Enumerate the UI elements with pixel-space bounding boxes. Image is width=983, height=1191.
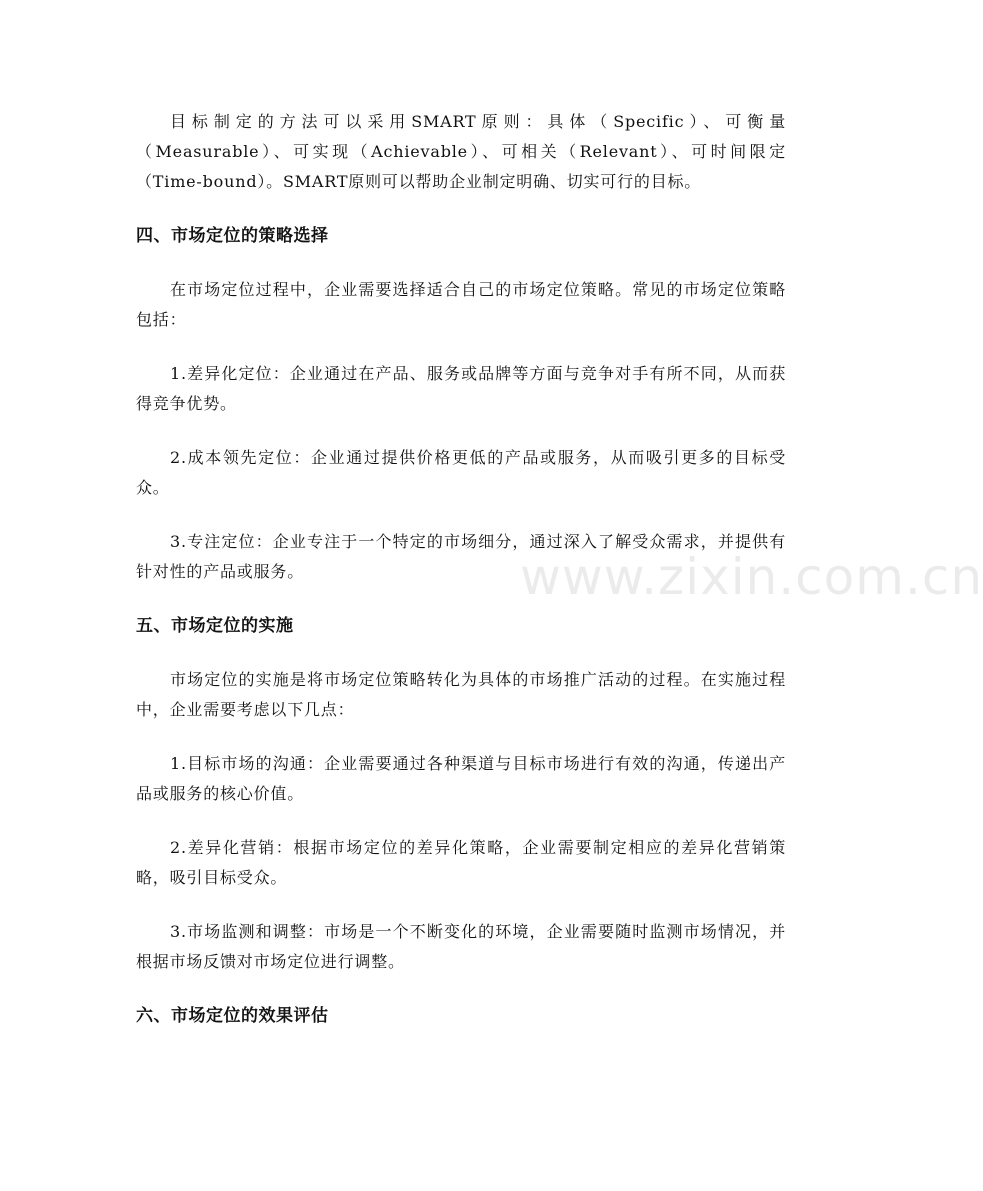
- list-item-differentiated-marketing: 2.差异化营销：根据市场定位的差异化策略，企业需要制定相应的差异化营销策略，吸引目标受众。: [136, 838, 786, 887]
- paragraph-implementation-intro: 市场定位的实施是将市场定位策略转化为具体的市场推广活动的过程。在实施过程中，企业需要考虑以下几点：: [136, 670, 786, 719]
- list-item-communication: 1.目标市场的沟通：企业需要通过各种渠道与目标市场进行有效的沟通，传递出产品或服务的核心价值。: [136, 754, 786, 803]
- heading-section-4: 四、市场定位的策略选择: [136, 226, 329, 246]
- list-item-differentiation: 1.差异化定位：企业通过在产品、服务或品牌等方面与竞争对手有所不同，从而获得竞争优势。: [136, 364, 786, 413]
- list-item-cost-leadership: 2.成本领先定位：企业通过提供价格更低的产品或服务，从而吸引更多的目标受众。: [136, 448, 786, 497]
- document-body: [136, 107, 786, 1055]
- heading-section-5: 五、市场定位的实施: [136, 616, 294, 636]
- list-item-focus: 3.专注定位：企业专注于一个特定的市场细分，通过深入了解受众需求，并提供有针对性的产品或服务。: [136, 532, 786, 581]
- paragraph-smart-method: 目标制定的方法可以采用SMART原则：具体（Specific）、可衡量（Measurable）、可实现（Achievable）、可相关（Relevant）、可时间限定（Time-bound）。SMART原则可以帮助企业制定明确、切实可行的目标。: [136, 112, 786, 191]
- list-item-monitoring: 3.市场监测和调整：市场是一个不断变化的环境，企业需要随时监测市场情况，并根据市场反馈对市场定位进行调整。: [136, 922, 786, 971]
- paragraph-strategy-intro: 在市场定位过程中，企业需要选择适合自己的市场定位策略。常见的市场定位策略包括：: [136, 280, 786, 329]
- heading-section-6: 六、市场定位的效果评估: [136, 1006, 329, 1026]
- watermark: www.zixin.com.cn: [520, 548, 983, 606]
